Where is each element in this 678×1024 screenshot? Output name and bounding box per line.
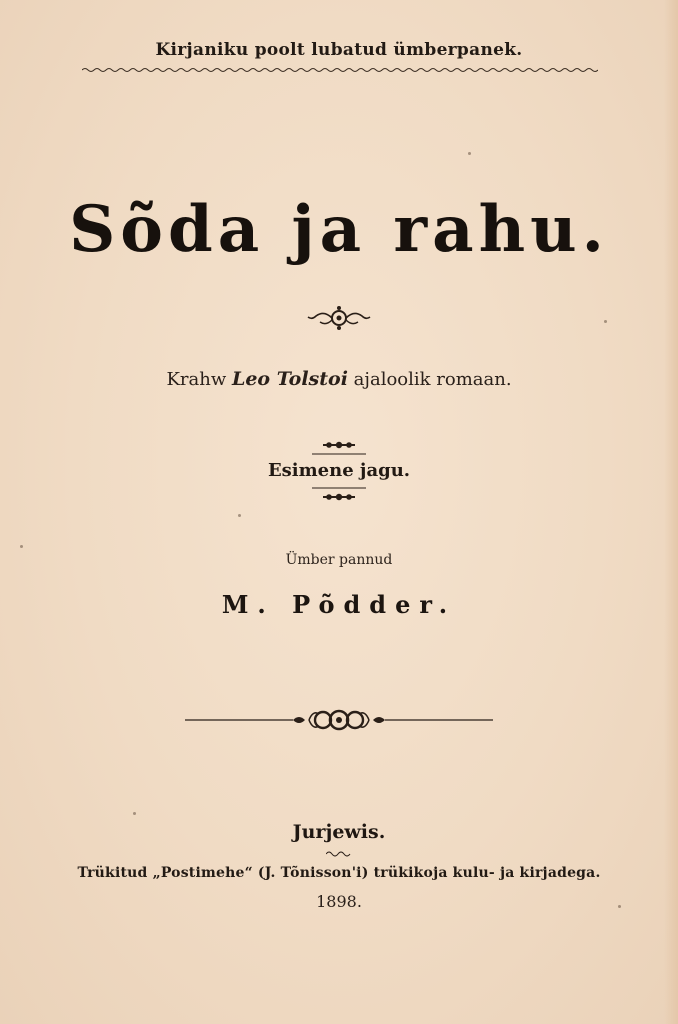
translator-intro: Ümber pannud [285, 552, 393, 568]
paper-speck [468, 152, 471, 155]
subtitle-prefix: Krahw [166, 369, 227, 390]
authorization-note: Kirjaniku poolt lubatud ümberpanek. [155, 40, 523, 60]
paper-speck [618, 905, 621, 908]
paper-speck [238, 514, 241, 517]
printer-line: Trükitud „Postimehe“ (J. Tõnisson'i) trükikoja kulu- ja kirjadega. [77, 865, 601, 881]
subtitle-line [0, 368, 678, 390]
wavy-rule [82, 65, 598, 75]
divider-flourish-icon [185, 706, 493, 734]
part-title: Esimene jagu. [267, 460, 411, 481]
lower-dot-ornament-icon [323, 494, 355, 500]
paper-speck [133, 812, 136, 815]
floral-ornament-icon [304, 304, 374, 332]
book-title: Sõda ja rahu. [69, 192, 609, 267]
publication-year: 1898. [316, 892, 362, 911]
publication-place: Jurjewis. [292, 821, 386, 843]
subtitle-suffix: ajaloolik romaan. [353, 369, 512, 390]
author-name: Leo Tolstoi [231, 368, 348, 390]
small-wave-icon [326, 850, 352, 858]
paper-speck [20, 545, 23, 548]
paper-speck [604, 320, 607, 323]
upper-dot-ornament-icon [323, 442, 355, 448]
translator-name: M. Põdder. [221, 590, 457, 619]
